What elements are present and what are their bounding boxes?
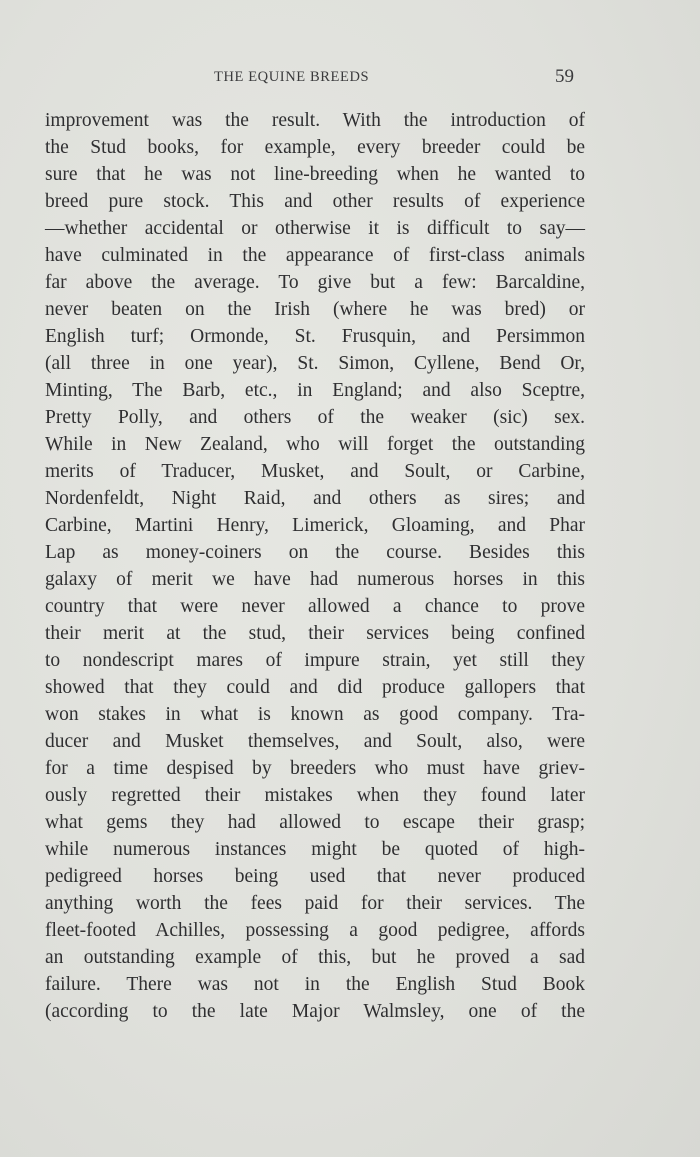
text-line: improvement was the result. With the introduction of <box>45 110 585 131</box>
text-line: far above the average. To give but a few: Barcaldine, <box>45 272 585 293</box>
text-line: sure that he was not line-breeding when he wanted to <box>45 164 585 185</box>
text-line: Lap as money-coiners on the course. Besides this <box>45 542 585 563</box>
text-line: While in New Zealand, who will forget the outstanding <box>45 434 585 455</box>
text-line: fleet-footed Achilles, possessing a good pedigree, affords <box>45 920 585 941</box>
text-line: English turf; Ormonde, St. Frusquin, and Persimmon <box>45 326 585 347</box>
page-number: 59 <box>555 66 574 87</box>
text-line: Pretty Polly, and others of the weaker (sic) sex. <box>45 407 585 428</box>
text-line: ducer and Musket themselves, and Soult, also, were <box>45 731 585 752</box>
text-line: for a time despised by breeders who must have griev- <box>45 758 585 779</box>
text-line: Carbine, Martini Henry, Limerick, Gloaming, and Phar <box>45 515 585 536</box>
text-line: merits of Traducer, Musket, and Soult, or Carbine, <box>45 461 585 482</box>
running-title: THE EQUINE BREEDS <box>214 69 370 85</box>
text-line: anything worth the fees paid for their services. The <box>45 893 585 914</box>
text-line: Nordenfeldt, Night Raid, and others as sires; and <box>45 488 585 509</box>
running-head <box>0 66 700 90</box>
text-line: never beaten on the Irish (where he was bred) or <box>45 299 585 320</box>
body-text <box>45 107 585 1025</box>
text-line: (all three in one year), St. Simon, Cyllene, Bend Or, <box>45 353 585 374</box>
text-line: pedigreed horses being used that never produced <box>45 866 585 887</box>
text-line: showed that they could and did produce gallopers that <box>45 677 585 698</box>
text-line: —whether accidental or otherwise it is difficult to say— <box>45 218 585 239</box>
text-line: breed pure stock. This and other results of experience <box>45 191 585 212</box>
text-line: the Stud books, for example, every breeder could be <box>45 137 585 158</box>
text-line: have culminated in the appearance of first-class animals <box>45 245 585 266</box>
text-line: galaxy of merit we have had numerous horses in this <box>45 569 585 590</box>
text-line: ously regretted their mistakes when they found later <box>45 785 585 806</box>
text-line: (according to the late Major Walmsley, one of the <box>45 1001 585 1022</box>
text-line: failure. There was not in the English Stud Book <box>45 974 585 995</box>
text-line: what gems they had allowed to escape their grasp; <box>45 812 585 833</box>
text-line: won stakes in what is known as good company. Tra- <box>45 704 585 725</box>
text-line: to nondescript mares of impure strain, yet still they <box>45 650 585 671</box>
text-line: while numerous instances might be quoted of high- <box>45 839 585 860</box>
text-line: Minting, The Barb, etc., in England; and also Sceptre, <box>45 380 585 401</box>
text-line: an outstanding example of this, but he proved a sad <box>45 947 585 968</box>
text-line: their merit at the stud, their services being confined <box>45 623 585 644</box>
text-line: country that were never allowed a chance to prove <box>45 596 585 617</box>
